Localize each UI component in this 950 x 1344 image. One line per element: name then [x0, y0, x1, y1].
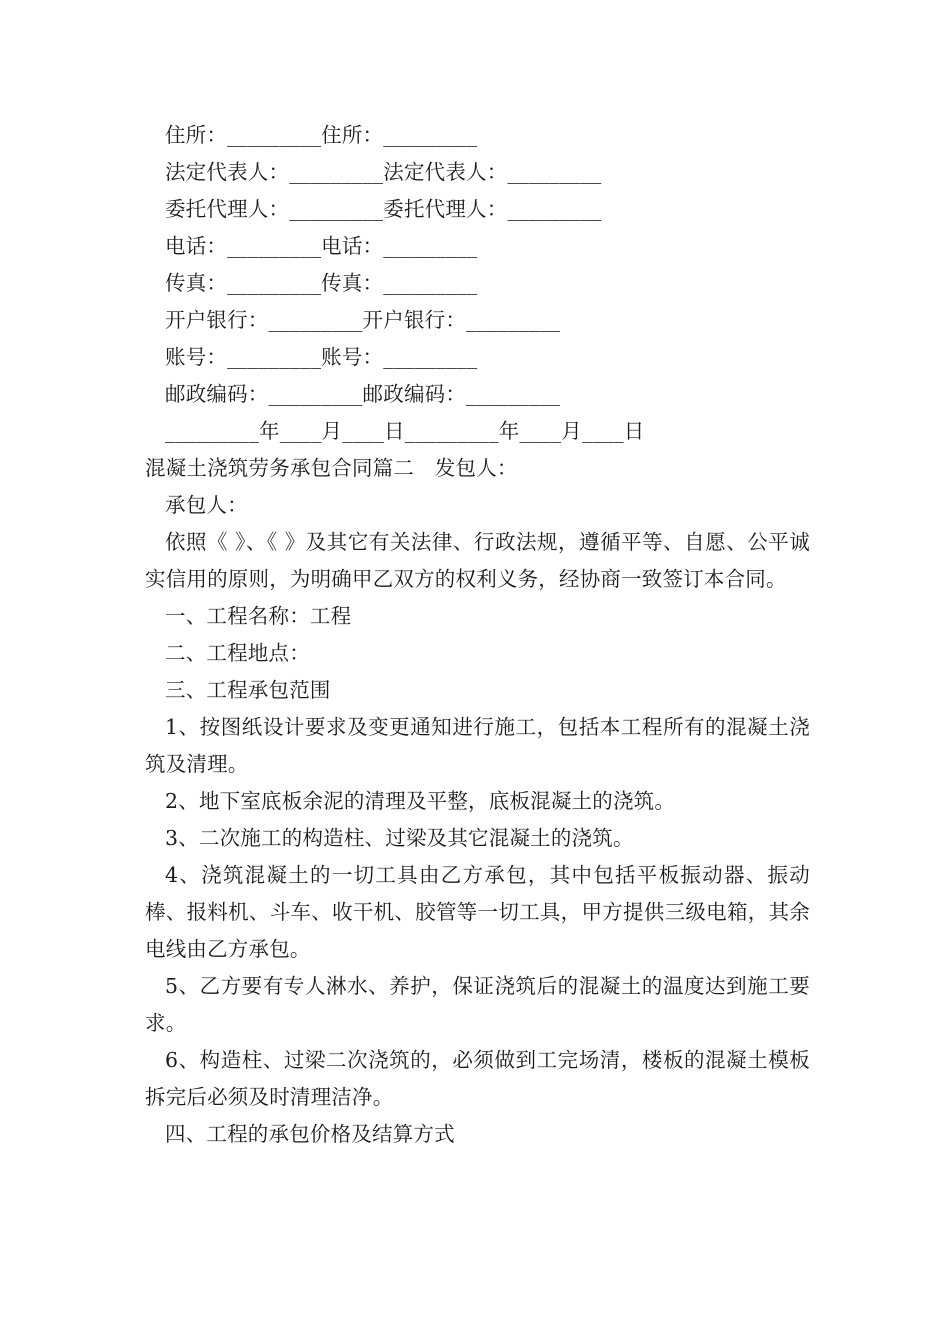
- contractor-label: 承包人：: [165, 493, 248, 517]
- scope-item: 3、二次施工的构造柱、过梁及其它混凝土的浇筑。: [165, 826, 634, 850]
- date-line: _________年____月____日_________年____月____日: [165, 419, 645, 443]
- postal-code-field: 邮政编码：_________邮政编码：_________: [165, 382, 561, 406]
- scope-item: 6、构造柱、过梁二次浇筑的，必须做到工完场清，楼板的混凝土模板拆完后必须及时清理洁净。: [145, 1048, 810, 1109]
- scope-item: 5、乙方要有专人淋水、养护，保证浇筑后的混凝土的温度达到施工要求。: [145, 974, 810, 1035]
- phone-field: 电话：_________电话：_________: [165, 234, 478, 258]
- authorized-agent-field: 委托代理人：_________委托代理人：_________: [165, 197, 602, 221]
- bank-field: 开户银行：_________开户银行：_________: [165, 308, 561, 332]
- scope-item: 1、按图纸设计要求及变更通知进行施工，包括本工程所有的混凝土浇筑及清理。: [145, 715, 810, 776]
- fax-field: 传真：_________传真：_________: [165, 271, 478, 295]
- clause-project-location: 二、工程地点：: [165, 641, 310, 665]
- document-body: [145, 117, 810, 1153]
- clause-price-heading: 四、工程的承包价格及结算方式: [165, 1122, 455, 1146]
- section-heading: 混凝土浇筑劳务承包合同篇二 发包人：: [145, 456, 518, 480]
- address-field: 住所：_________住所：_________: [165, 123, 478, 147]
- clause-project-name: 一、工程名称：工程: [165, 604, 352, 628]
- account-number-field: 账号：_________账号：_________: [165, 345, 478, 369]
- legal-representative-field: 法定代表人：_________法定代表人：_________: [165, 160, 602, 184]
- clause-scope-heading: 三、工程承包范围: [165, 678, 331, 702]
- scope-item: 2、地下室底板余泥的清理及平整，底板混凝土的浇筑。: [165, 789, 676, 813]
- preamble-paragraph: 依照《 》、《 》及其它有关法律、行政法规，遵循平等、自愿、公平诚实信用的原则，为明确甲乙双方的权利义务，经协商一致签订本合同。: [145, 530, 810, 591]
- scope-item: 4、浇筑混凝土的一切工具由乙方承包，其中包括平板振动器、振动棒、报料机、斗车、收干机、胶管等一切工具，甲方提供三级电箱，其余电线由乙方承包。: [145, 863, 810, 961]
